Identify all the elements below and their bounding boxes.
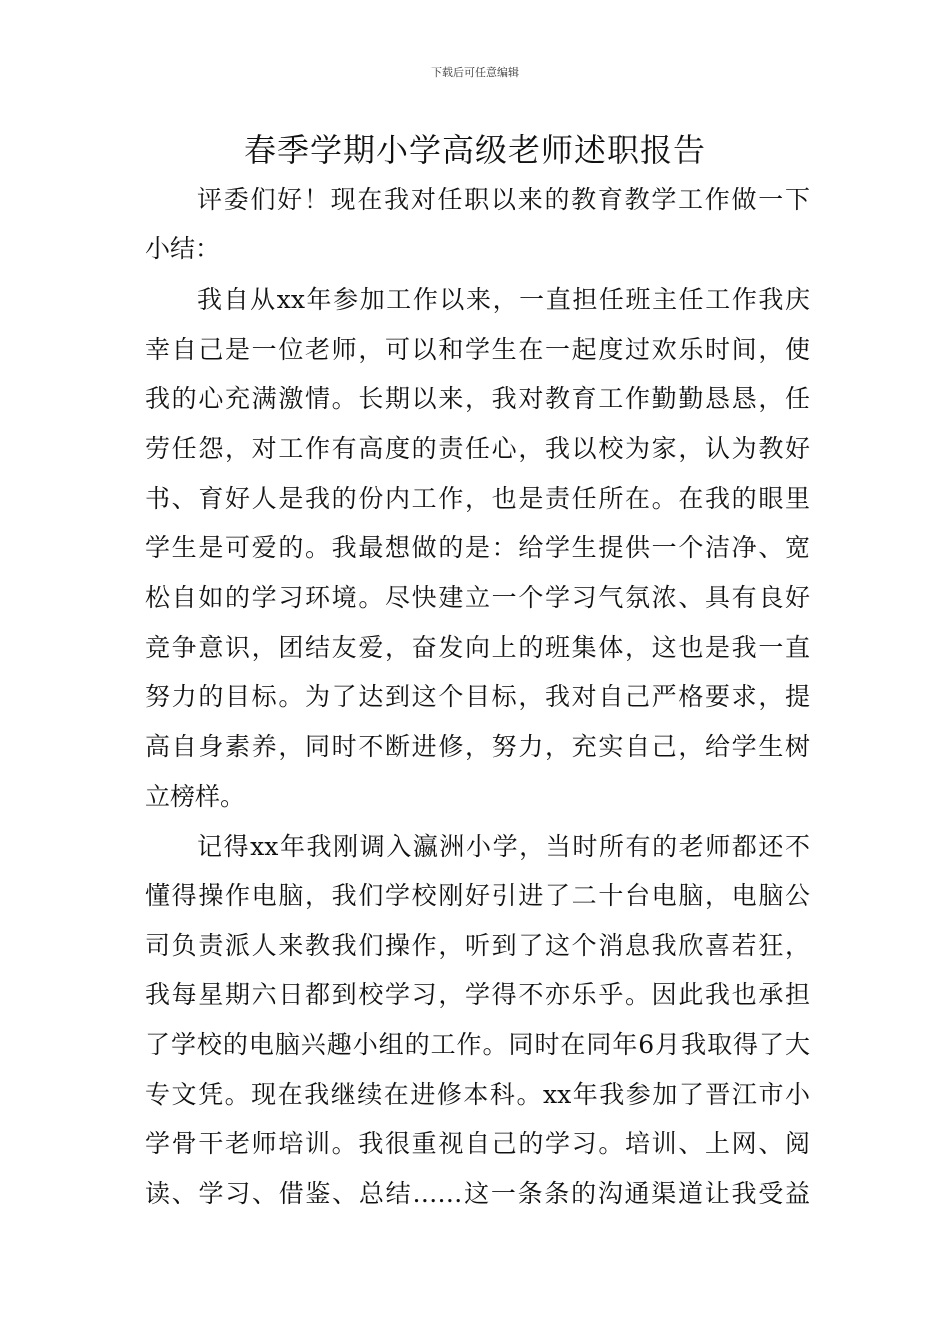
body-line: 读、学习、借鉴、总结……这一条条的沟通渠道让我受益 [145,1179,810,1208]
body-line: 我的心充满激情。长期以来，我对教育工作勤勤恳恳，任 [145,384,810,413]
body-line: 幸自己是一位老师，可以和学生在一起度过欢乐时间，使 [145,335,810,364]
body-line: 高自身素养，同时不断进修，努力，充实自己，给学生树 [145,732,810,761]
document-title: 春季学期小学高级老师述职报告 [243,131,706,169]
body-line: 松自如的学习环境。尽快建立一个学习气氛浓、具有良好 [145,583,810,612]
body-line: 我自从xx年参加工作以来，一直担任班主任工作我庆 [197,285,810,314]
body-line: 专文凭。现在我继续在进修本科。xx年我参加了晋江市小 [145,1080,810,1109]
body-line: 学骨干老师培训。我很重视自己的学习。培训、上网、阅 [145,1129,810,1158]
body-line: 努力的目标。为了达到这个目标，我对自己严格要求，提 [145,682,810,711]
header-note: 下载后可任意编辑 [431,66,519,79]
body-line: 书、育好人是我的份内工作，也是责任所在。在我的眼里 [145,484,810,513]
body-line: 学生是可爱的。我最想做的是：给学生提供一个洁净、宽 [145,533,810,562]
body-line: 我每星期六日都到校学习，学得不亦乐乎。因此我也承担 [145,980,810,1009]
body-line: 记得xx年我刚调入瀛洲小学，当时所有的老师都还不 [197,832,810,861]
body-line: 立榜样。 [145,782,246,811]
body-line: 评委们好！现在我对任职以来的教育教学工作做一下 [197,185,810,214]
body-line: 劳任怨，对工作有高度的责任心，我以校为家，认为教好 [145,434,810,463]
body-line: 懂得操作电脑，我们学校刚好引进了二十台电脑，电脑公 [145,881,810,910]
body-line: 小结： [145,234,221,263]
body-line: 司负责派人来教我们操作，听到了这个消息我欣喜若狂， [145,931,810,960]
body-line: 竞争意识，团结友爱，奋发向上的班集体，这也是我一直 [145,633,810,662]
body-line: 了学校的电脑兴趣小组的工作。同时在同年6月我取得了大 [145,1030,810,1059]
